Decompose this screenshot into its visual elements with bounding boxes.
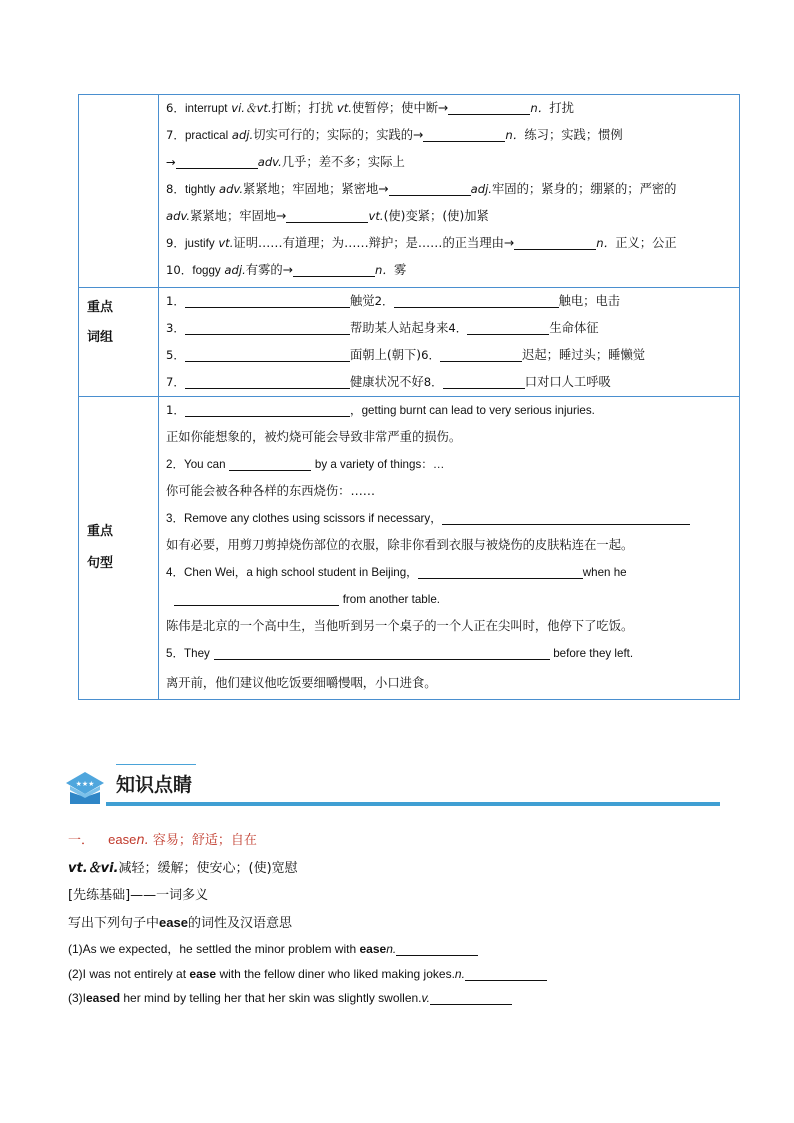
- vocab-line-7: 7．practical adj.切实可行的；实际的；实践的→ n．练习；实践；惯例: [166, 128, 623, 142]
- answer-blank[interactable]: [293, 262, 375, 277]
- answer-blank[interactable]: [389, 181, 471, 196]
- sentence-line: 1． ，getting burnt can lead to very serious injuries.: [166, 403, 595, 417]
- phrases-label-cell: 重点 词组: [79, 288, 159, 397]
- instruction: 写出下列句子中ease的词性及汉语意思: [68, 915, 292, 931]
- section-header: [66, 762, 720, 807]
- sentence-line: 5．They before they left.: [166, 647, 634, 660]
- vocab-line-6: 6．interrupt vi.＆vt.打断；打扰 vt.使暂停；使中断→ n．打扰: [166, 101, 574, 115]
- table-row: [79, 288, 740, 397]
- sentence-line: 4．Chen Wei，a high school student in Beijing， when he: [166, 566, 627, 579]
- sentence-translation: 正如你能想象的，被灼烧可能会导致非常严重的损伤。: [166, 430, 462, 444]
- answer-blank[interactable]: [286, 208, 368, 223]
- sentence-line: 3．Remove any clothes using scissors if necessary，: [166, 505, 733, 532]
- answer-blank[interactable]: [514, 235, 596, 250]
- phrase-line: 3． 帮助某人站起身来4． 生命体征: [166, 321, 599, 335]
- sentence-line: 2．You can by a variety of things：…: [166, 458, 445, 471]
- vocab-line-10: 10．foggy adj.有雾的→ n．雾: [166, 263, 407, 277]
- answer-blank[interactable]: [185, 293, 350, 308]
- answer-blank[interactable]: [229, 456, 311, 471]
- answer-blank[interactable]: [214, 645, 550, 660]
- sentences-cell: [159, 397, 740, 700]
- answer-blank[interactable]: [442, 510, 690, 525]
- answer-blank[interactable]: [394, 293, 559, 308]
- phrases-cell: [159, 288, 740, 397]
- sentence-translation: 离开前，他们建议他吃饭要细嚼慢咽，小口进食。: [166, 676, 437, 690]
- svg-text:★★★: ★★★: [75, 780, 95, 788]
- vocab-words-cell: [159, 95, 740, 288]
- section-divider: [106, 802, 720, 806]
- answer-blank[interactable]: [396, 941, 478, 956]
- question-3: (3)Ieased her mind by telling her that her skin was slightly swollen.v.: [68, 990, 748, 1005]
- sentence-translation: 陈伟是北京的一个高中生，当他听到另一个桌子的一个人正在尖叫时，他停下了吃饭。: [166, 619, 634, 633]
- sentence-translation: 你可能会被各种各样的东西烧伤：……: [166, 484, 376, 498]
- answer-blank[interactable]: [174, 591, 339, 606]
- question-2: (2)I was not entirely at ease with the fellow diner who liked making jokes.n.: [68, 966, 748, 981]
- answer-blank[interactable]: [465, 966, 547, 981]
- sentence-translation: 如有必要，用剪刀剪掉烧伤部位的衣服，除非你看到衣服与被烧伤的皮肤粘连在一起。: [166, 538, 634, 552]
- answer-blank[interactable]: [423, 127, 505, 142]
- answer-blank[interactable]: [430, 990, 512, 1005]
- answer-blank[interactable]: [185, 347, 350, 362]
- verb-definition: vt.＆vi.减轻；缓解；使安心；(使)宽慰: [68, 861, 298, 876]
- answer-blank[interactable]: [448, 100, 530, 115]
- sentences-label-cell: 重点 句型: [79, 397, 159, 700]
- phrase-line: 5． 面朝上(朝下)6． 迟起；睡过头；睡懒觉: [166, 348, 646, 362]
- phrase-line: 1． 触觉2． 触电；电击: [166, 294, 621, 308]
- vocab-line-8: 8．tightly adv.紧紧地；牢固地；紧密地→ adj.牢固的；紧身的；绷紧的；严密的: [166, 182, 677, 196]
- vocab-line-9: 9．justify vt.证明……有道理；为……辩护；是……的正当理由→ n．正义；公正: [166, 236, 677, 250]
- vocab-line-7b: → adv.几乎；差不多；实际上: [166, 155, 405, 169]
- section-title: 知识点睛: [116, 774, 193, 796]
- answer-blank[interactable]: [467, 320, 549, 335]
- knowledge-item-heading: 一． easen. 容易；舒适；自在: [68, 832, 257, 848]
- table-row: [79, 397, 740, 700]
- question-1: (1)As we expected，he settled the minor problem with easen.: [68, 940, 748, 957]
- sentence-line: from another table.: [166, 586, 733, 613]
- answer-blank[interactable]: [185, 402, 350, 417]
- table-row: [79, 95, 740, 288]
- answer-blank[interactable]: [176, 154, 258, 169]
- vocab-line-8b: adv.紧紧地；牢固地→ vt.(使)变紧；(使)加紧: [166, 209, 489, 223]
- answer-blank[interactable]: [418, 564, 583, 579]
- answer-blank[interactable]: [440, 347, 522, 362]
- vocabulary-table: [78, 94, 740, 700]
- title-decoration: [116, 764, 196, 765]
- answer-blank[interactable]: [443, 374, 525, 389]
- graduation-cap-icon: [66, 766, 106, 806]
- answer-blank[interactable]: [185, 320, 350, 335]
- answer-blank[interactable]: [185, 374, 350, 389]
- vocab-label-cell: [79, 95, 159, 288]
- phrase-line: 7． 健康状况不好8． 口对口人工呼吸: [166, 375, 611, 389]
- practice-label: [先练基础]——一词多义: [68, 888, 209, 903]
